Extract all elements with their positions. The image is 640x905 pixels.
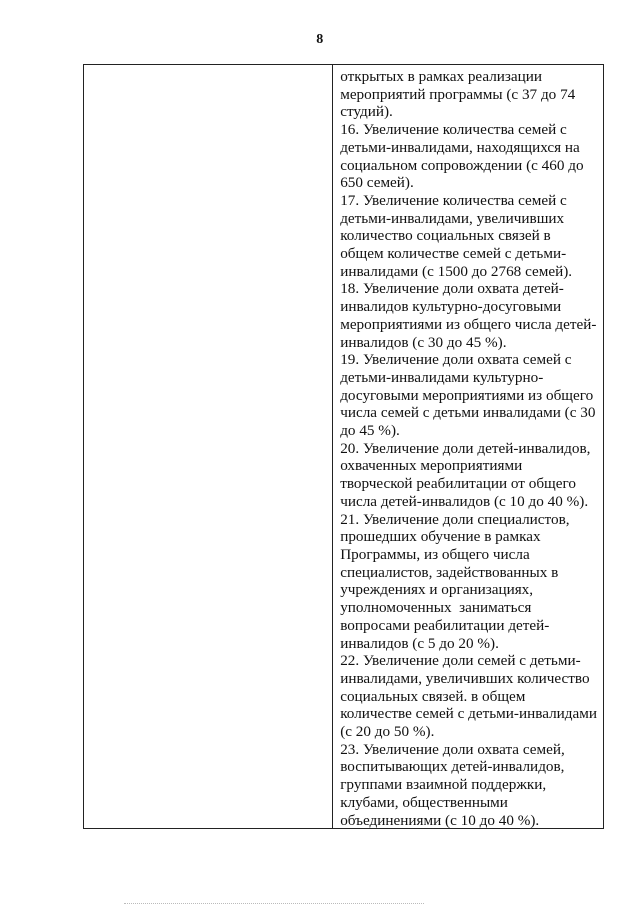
text-line: 19. Увеличение доли охвата семей с <box>340 351 572 369</box>
text-line: специалистов, задействованных в <box>340 563 559 581</box>
text-line: прошедших обучение в рамках <box>340 528 541 546</box>
results-table <box>83 64 604 829</box>
text-line: 22. Увеличение доли семей с детьми- <box>340 652 581 670</box>
text-line: социальном сопровождении (с 460 до <box>340 156 584 174</box>
list-item <box>340 440 597 511</box>
list-item <box>340 652 597 741</box>
text-line: группами взаимной поддержки, <box>340 776 547 794</box>
list-item <box>340 280 597 351</box>
text-line: творческой реабилитации от общего <box>340 475 576 493</box>
list-item <box>340 741 597 830</box>
text-line: инвалидов (с 30 до 45 %). <box>340 333 507 351</box>
text-line: уполномоченных заниматься <box>340 599 532 617</box>
text-line: инвалидами (с 1500 до 2768 семей). <box>340 262 573 280</box>
table-left-cell <box>84 65 333 828</box>
text-line: охваченных мероприятиями <box>340 457 523 475</box>
text-line: 18. Увеличение доли охвата детей- <box>340 280 564 298</box>
list-item <box>340 511 597 653</box>
list-item <box>340 192 597 281</box>
table-right-cell <box>333 65 603 828</box>
text-line: количестве семей с детьми-инвалидами <box>340 705 597 723</box>
text-line: вопросами реабилитации детей- <box>340 616 550 634</box>
text-line: числа семей с детьми инвалидами (с 30 <box>340 404 596 422</box>
text-line: клубами, общественными <box>340 793 508 811</box>
text-line: общем количестве семей с детьми- <box>340 245 567 263</box>
text-line: количество социальных связей в <box>340 227 551 245</box>
text-line: объединениями (с 10 до 40 %). <box>340 811 540 829</box>
text-line: детьми-инвалидами, увеличивших <box>340 209 565 227</box>
text-line: детьми-инвалидами, находящихся на <box>340 138 580 156</box>
text-line: детьми-инвалидами культурно- <box>340 368 544 386</box>
text-line: инвалидов культурно-досуговыми <box>340 298 562 316</box>
text-line: студий). <box>340 103 393 121</box>
page-number: 8 <box>316 32 324 47</box>
text-line: мероприятиями из общего числа детей- <box>340 315 597 333</box>
text-line: 17. Увеличение количества семей с <box>340 191 567 209</box>
text-line: досуговыми мероприятиями из общего <box>340 386 594 404</box>
text-line: 20. Увеличение доли детей-инвалидов, <box>340 439 591 457</box>
text-line: воспитывающих детей-инвалидов, <box>340 758 565 776</box>
text-line: инвалидами, увеличивших количество <box>340 669 590 687</box>
text-line: инвалидов (с 5 до 20 %). <box>340 634 499 652</box>
list-item <box>340 121 597 192</box>
text-line: числа детей-инвалидов (с 10 до 40 %). <box>340 492 589 510</box>
list-item <box>340 351 597 440</box>
text-line: 650 семей). <box>340 174 414 192</box>
text-line: Программы, из общего числа <box>340 545 530 563</box>
text-line: открытых в рамках реализации <box>340 68 543 85</box>
text-line: социальных связей. в общем <box>340 687 526 705</box>
text-line: 23. Увеличение доли охвата семей, <box>340 740 565 758</box>
text-line: учреждениях и организациях, <box>340 581 534 599</box>
text-line: до 45 %). <box>340 422 400 440</box>
text-line: 21. Увеличение доли специалистов, <box>340 510 570 528</box>
text-line: (с 20 до 50 %). <box>340 723 435 741</box>
list-item <box>340 68 597 121</box>
text-line: мероприятий программы (с 37 до 74 <box>340 85 576 103</box>
text-line: 16. Увеличение количества семей с <box>340 121 567 139</box>
